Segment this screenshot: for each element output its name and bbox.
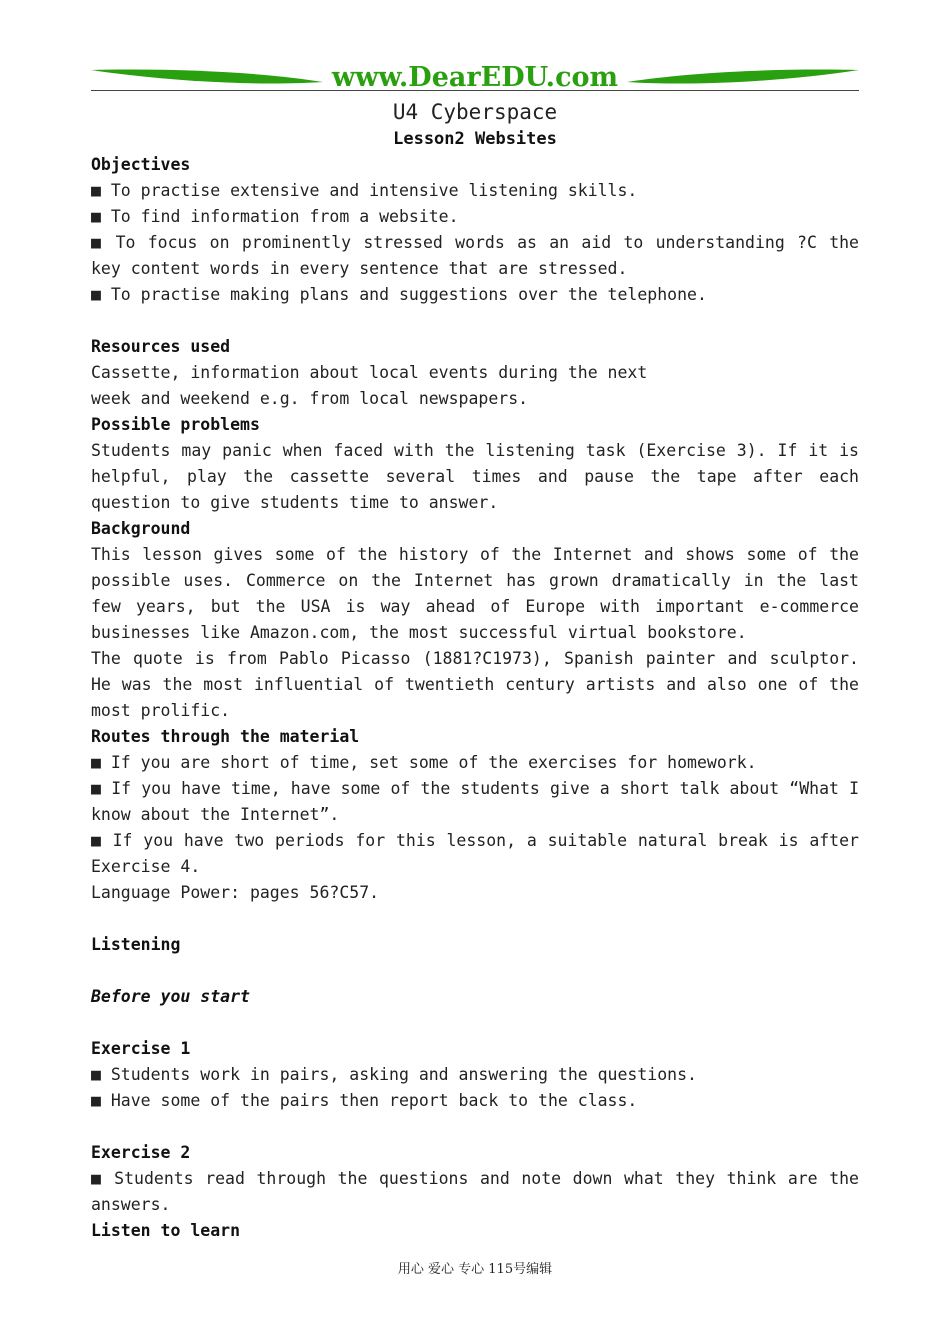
- routes-item: ■ If you are short of time, set some of the exercises for homework.: [91, 753, 757, 772]
- objective-item: ■ To focus on prominently stressed words as an aid to understanding ?C the key content words in every sentence that are stressed.: [91, 233, 859, 278]
- routes-heading: Routes through the material: [91, 727, 360, 746]
- routes-item: ■ If you have two periods for this lesson, a suitable natural break is after Exercise 4.: [91, 831, 859, 876]
- document-body: [91, 152, 859, 1244]
- exercise-1-item: ■ Students work in pairs, asking and answering the questions.: [91, 1065, 697, 1084]
- listening-heading: Listening: [91, 935, 181, 954]
- spacer: [91, 1114, 859, 1140]
- resources-line: Cassette, information about local events during the next: [91, 363, 648, 382]
- exercise-1-heading: Exercise 1: [91, 1039, 191, 1058]
- document-subtitle: Lesson2 Websites: [393, 129, 557, 149]
- exercise-1-item: ■ Have some of the pairs then report back to the class.: [91, 1091, 638, 1110]
- spacer: [91, 1010, 859, 1036]
- routes-item: ■ If you have time, have some of the students give a short talk about “What I know about the Internet”.: [91, 779, 859, 824]
- before-you-start-heading: Before you start: [91, 987, 250, 1006]
- listen-to-learn-heading: Listen to learn: [91, 1221, 241, 1240]
- problems-heading: Possible problems: [91, 415, 260, 434]
- spacer: [91, 906, 859, 932]
- resources-heading: Resources used: [91, 337, 231, 356]
- objective-item: ■ To practise extensive and intensive listening skills.: [91, 181, 638, 200]
- objectives-heading: Objectives: [91, 155, 191, 174]
- header-rule: [91, 90, 859, 91]
- site-header: [91, 60, 859, 94]
- background-paragraph: This lesson gives some of the history of the Internet and shows some of the possible uses. Commerce on the Internet has grown dramatically in the last few years, but the USA is way ahead of Europe with important e-commerce businesses like Amazon.com, the most successful virtual bookstore.: [91, 545, 859, 642]
- background-paragraph: The quote is from Pablo Picasso (1881?C1973), Spanish painter and sculptor. He was the most influential of twentieth century artists and also one of the most prolific.: [91, 649, 859, 720]
- site-logo: www.DearEDU.com: [331, 62, 619, 93]
- exercise-2-item: ■ Students read through the questions and note down what they think are the answers.: [91, 1169, 859, 1214]
- page-footer: 用心 爱心 专心 115号编辑: [397, 1262, 553, 1277]
- document-title: U4 Cyberspace: [392, 100, 558, 124]
- objective-item: ■ To find information from a website.: [91, 207, 459, 226]
- objective-item: ■ To practise making plans and suggestions over the telephone.: [91, 285, 707, 304]
- resources-line: week and weekend e.g. from local newspapers.: [91, 389, 529, 408]
- spacer: [91, 958, 859, 984]
- exercise-2-heading: Exercise 2: [91, 1143, 191, 1162]
- language-power-line: Language Power: pages 56?C57.: [91, 883, 380, 902]
- problems-paragraph: Students may panic when faced with the listening task (Exercise 3). If it is helpful, play the cassette several times and pause the tape after each question to give students time to answer.: [91, 441, 859, 512]
- background-heading: Background: [91, 519, 191, 538]
- spacer: [91, 308, 859, 334]
